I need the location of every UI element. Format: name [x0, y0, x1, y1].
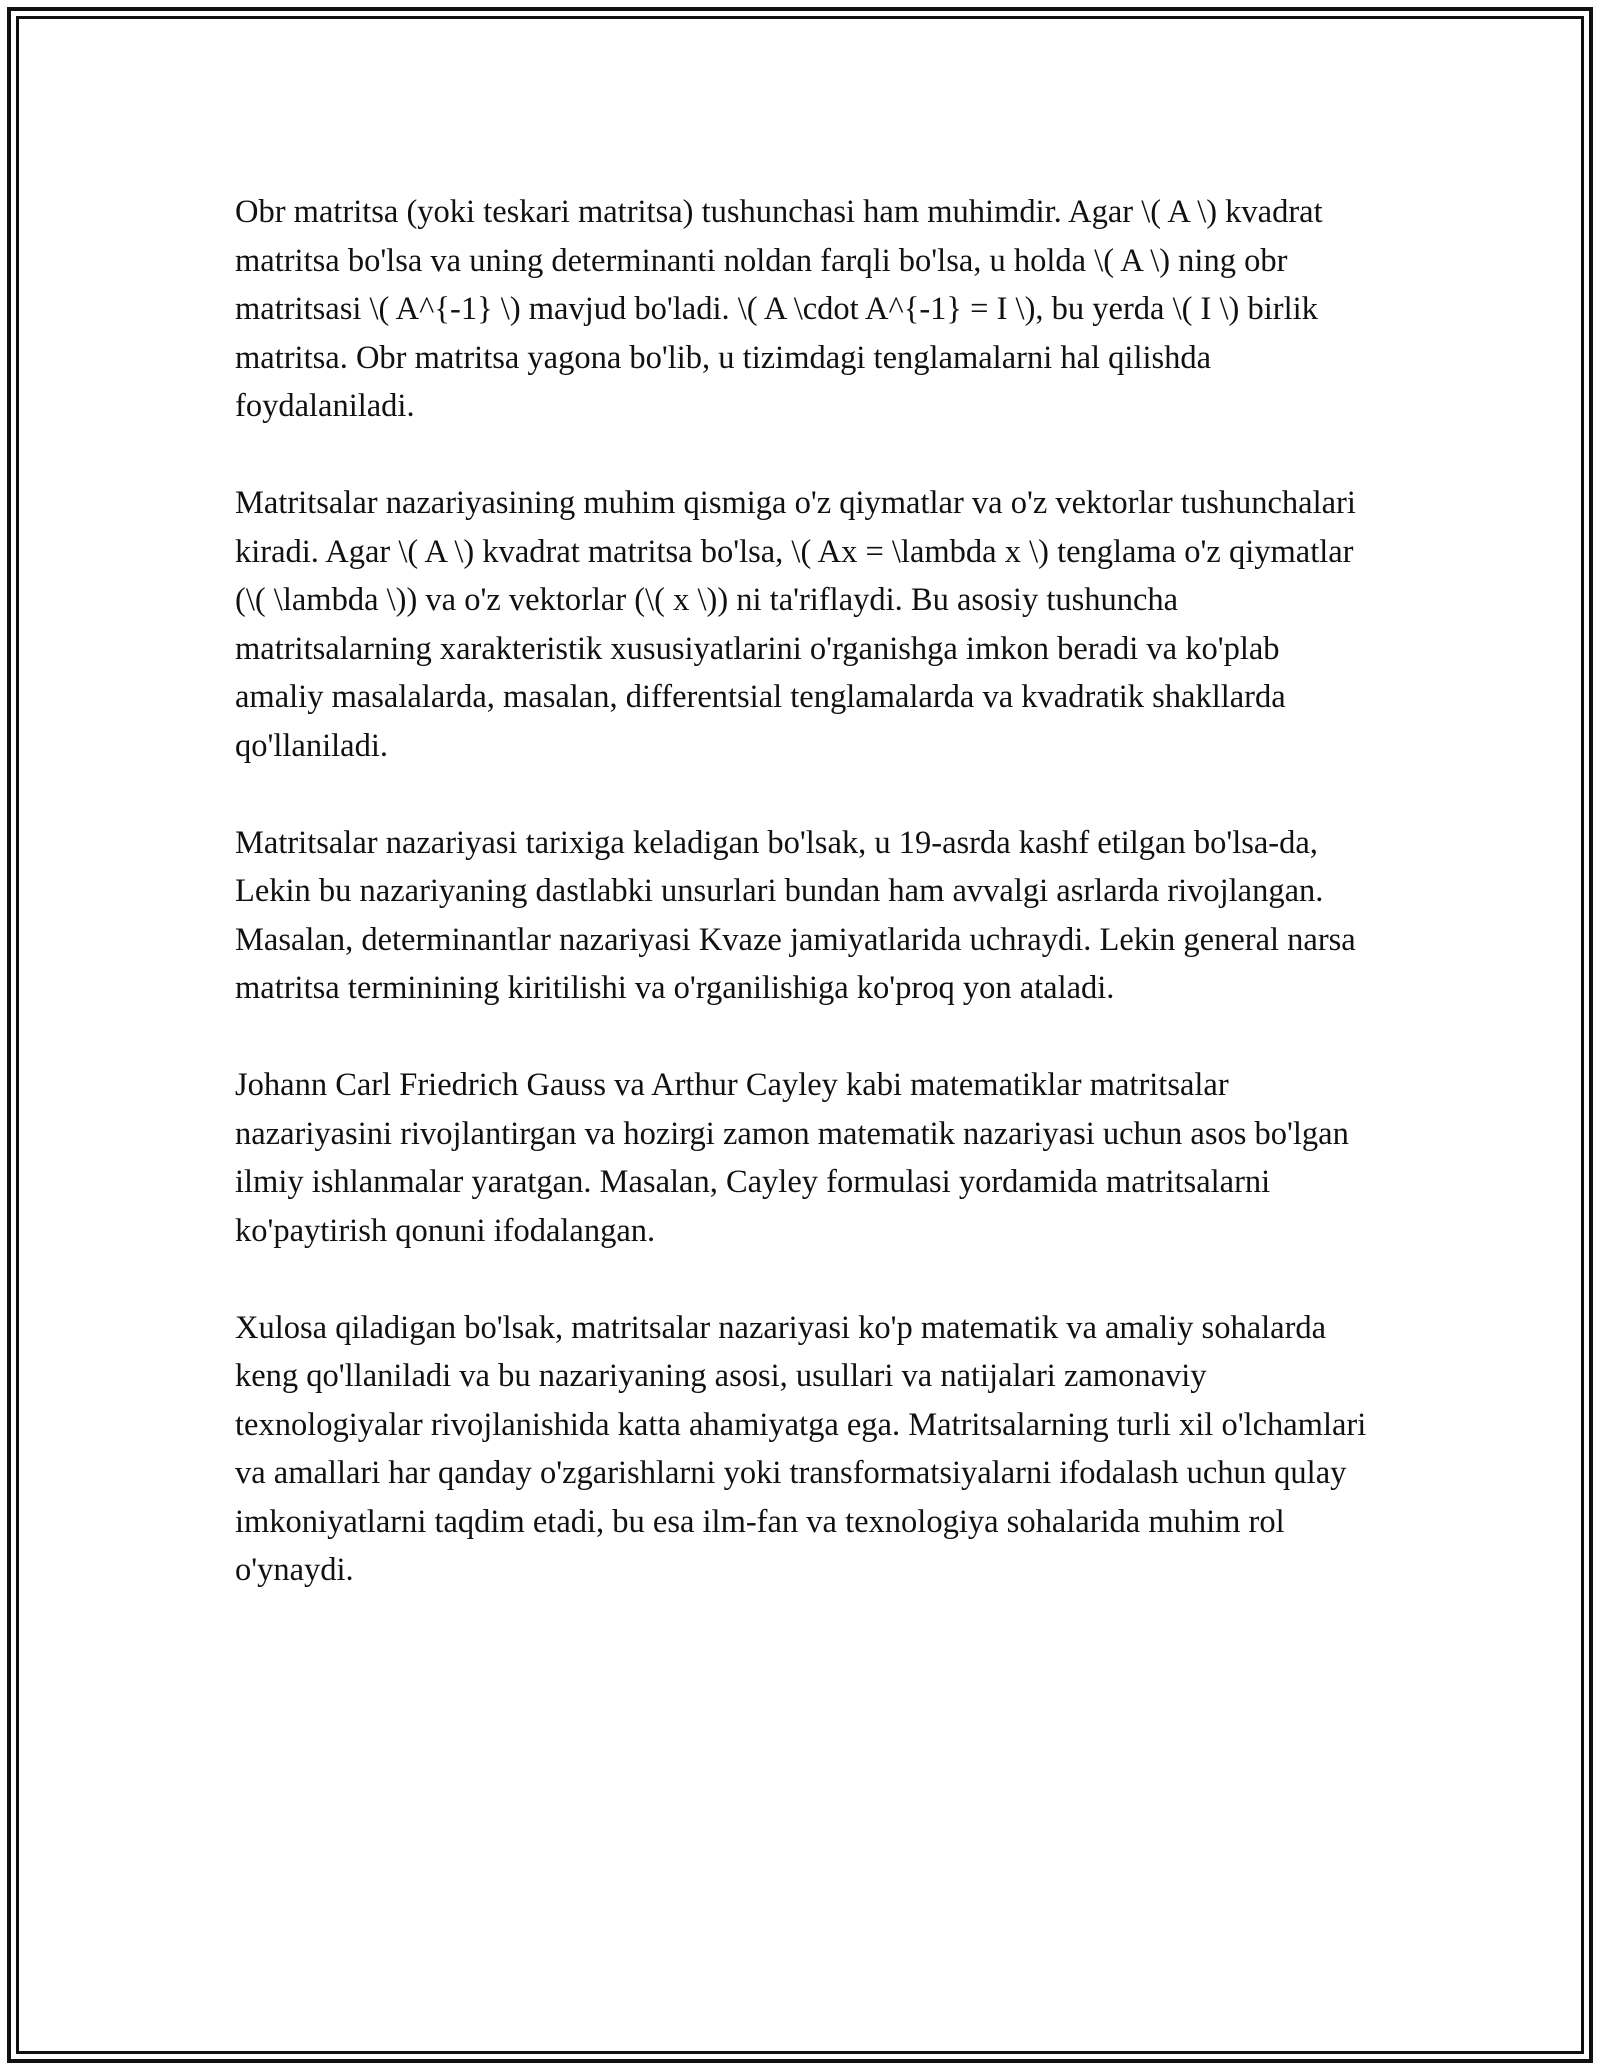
document-body — [235, 188, 1370, 1643]
paragraph-history: Matritsalar nazariyasi tarixiga keladigan bo'lsak, u 19-asrda kashf etilgan bo'lsa-da, Lekin bu nazariyaning dastlabki unsurlari bundan ham avvalgi asrlarda rivojlangan. Masalan, determinantlar nazariyasi Kvaze jamiyatlarida uchraydi. Lekin general narsa matritsa terminining kiritilishi va o'rganilishiga ko'proq yon ataladi. — [235, 824, 1356, 1006]
paragraph-conclusion: Xulosa qiladigan bo'lsak, matritsalar nazariyasi ko'p matematik va amaliy sohalarda keng qo'llaniladi va bu nazariyaning asosi, usullari va natijalari zamonaviy texnologiyalar rivojlanishida katta ahamiyatga ega. Matritsalarning turli xil o'lchamlari va amallari har qanday o'zgarishlarni yoki transformatsiyalarni ifodalash uchun qulay imkoniyatlarni taqdim etadi, bu esa ilm-fan va texnologiya sohalarida muhim rol o'ynaydi. — [235, 1309, 1367, 1588]
paragraph-inverse-matrix: Obr matritsa (yoki teskari matritsa) tushunchasi ham muhimdir. Agar \( A \) kvadrat matritsa bo'lsa va uning determinanti noldan farqli bo'lsa, u holda \( A \) ning obr matritsasi \( A^{-1} \) mavjud bo'ladi. \( A \cdot A^{-1} = I \), bu yerda \( I \) birlik matritsa. Obr matritsa yagona bo'lib, u tizimdagi tenglamalarni hal qilishda foydalaniladi. — [235, 194, 1323, 424]
paragraph-eigenvalues: Matritsalar nazariyasining muhim qismiga o'z qiymatlar va o'z vektorlar tushunchalari kiradi. Agar \( A \) kvadrat matritsa bo'lsa, \( Ax = \lambda x \) tenglama o'z qiymatlar (\( \lambda \)) va o'z vektorlar (\( x \)) ni ta'riflaydi. Bu asosiy tushuncha matritsalarning xarakteristik xususiyatlarini o'rganishga imkon beradi va ko'plab amaliy masalalarda, masalan, differentsial tenglamalarda va kvadratik shakllarda qo'llaniladi. — [235, 485, 1356, 764]
paragraph-gauss-cayley: Johann Carl Friedrich Gauss va Arthur Cayley kabi matematiklar matritsalar nazariyasini rivojlantirgan va hozirgi zamon matematik nazariyasi uchun asos bo'lgan ilmiy ishlanmalar yaratgan. Masalan, Cayley formulasi yordamida matritsalarni ko'paytirish qonuni ifodalangan. — [235, 1067, 1349, 1249]
